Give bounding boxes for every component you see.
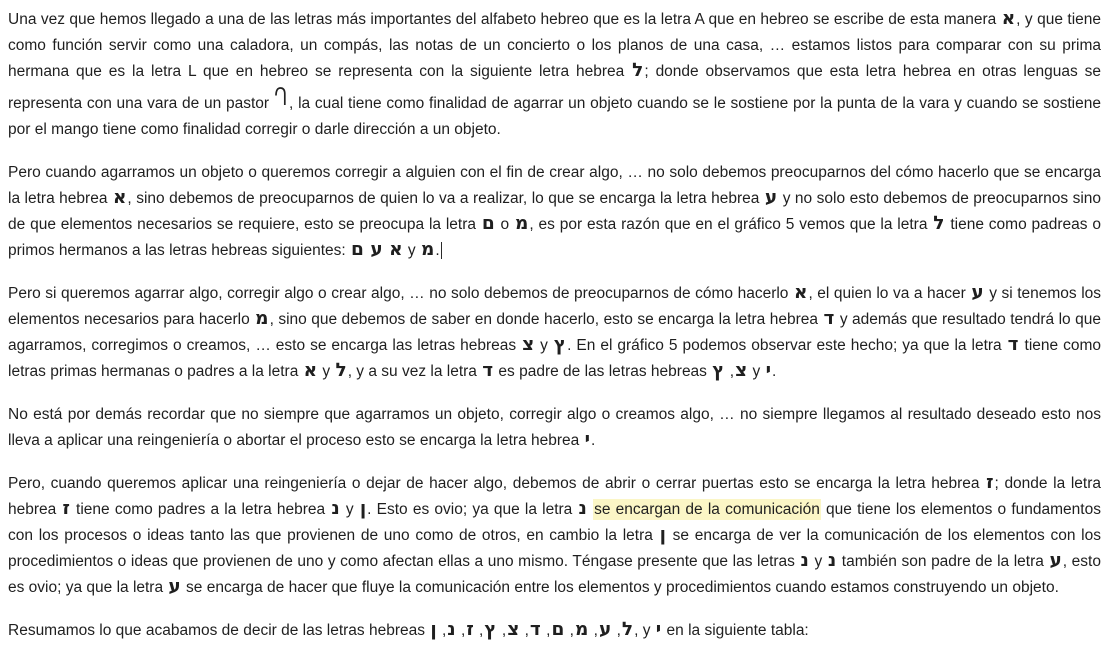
text-run: tiene como padreas o primos hermanos a las letras hebreas siguientes: [8, 216, 1101, 259]
text-run: y [318, 363, 335, 380]
text-run: . En el gráfico 5 podemos observar este hecho; ya que la letra [567, 337, 1007, 354]
hebrew-letter: נ [800, 550, 809, 571]
text-run: , [565, 622, 574, 639]
text-run: , y [634, 622, 655, 639]
text-run: y [809, 553, 827, 570]
text-run: . [591, 432, 596, 449]
hebrew-letter: נ [827, 550, 837, 571]
text-run: , y a su vez la letra [347, 363, 482, 380]
shepherd-staff-icon [273, 85, 286, 117]
text-run: también son padre de la letra [837, 553, 1049, 570]
paragraph-4[interactable] [8, 402, 1101, 454]
hebrew-letter: ן [359, 498, 367, 519]
text-run: , el quien lo va a hacer [808, 285, 971, 302]
hebrew-letter: נ [447, 619, 456, 640]
text-run: , [612, 622, 621, 639]
text-run: y [535, 337, 553, 354]
text-run: , sino debemos de preocuparnos de quien lo va a realizar, lo que se encarga la letra hebrea [127, 190, 764, 207]
text-run: , [474, 622, 484, 639]
text-run: se encarga de hacer que fluye la comunicación entre los elementos y procedimientos cuando estamos construyendo un objeto. [181, 579, 1059, 596]
hebrew-letter: ן [430, 619, 437, 640]
hebrew-letter: א ע ם [351, 239, 403, 260]
hebrew-letter: מ [420, 239, 435, 260]
text-run: y además que resultado tendrá lo que agarramos, corregimos o creamos, … esto se encarga las letras hebreas [8, 311, 1101, 354]
hebrew-letter: ע [971, 282, 984, 303]
text-run: , [497, 622, 507, 639]
text-run: ; donde la letra hebrea [8, 475, 1101, 518]
text-run: Pero, cuando queremos aplicar una reingeniería o dejar de hacer algo, debemos de abrir o cerrar puertas esto se encarga la letra hebrea [8, 475, 986, 492]
hebrew-letter: א [112, 187, 127, 208]
hebrew-letter: ד [482, 360, 494, 381]
text-run: y [340, 501, 359, 518]
hebrew-letter: נ [331, 498, 340, 519]
hebrew-letter: ץ [712, 360, 725, 381]
hebrew-letter: א [793, 282, 808, 303]
hebrew-letter: ז [62, 498, 70, 519]
hebrew-letter: ע [598, 619, 612, 640]
text-run: . [435, 242, 440, 259]
hebrew-letter: ד [1007, 334, 1019, 355]
document-body[interactable] [8, 7, 1101, 644]
hebrew-letter: מ [515, 213, 529, 234]
text-run: , [520, 622, 529, 639]
hebrew-letter: י [765, 360, 772, 381]
hebrew-letter: ז [466, 619, 474, 640]
text-run: Pero si queremos agarrar algo, corregir algo o crear algo, … no solo debemos de preocuparnos de cómo hacerlo [8, 285, 793, 302]
hebrew-letter: ם [551, 619, 565, 640]
hebrew-letter: ע [168, 576, 181, 597]
hebrew-letter: ם [481, 213, 495, 234]
text-run: . Esto es ovio; ya que la letra [367, 501, 578, 518]
text-run: . [772, 363, 777, 380]
hebrew-letter: נ [578, 498, 587, 519]
text-run: se encarga de ver la comunicación de los elementos con los procedimientos o ideas que provienen de uno y como afectan ellas a uno mismo. Téngase presente que las letras [8, 527, 1101, 570]
text-run: , la cual tiene como finalidad de agarrar un objeto cuando se le sostiene por la punta de la vara y cuando se sostiene por el mango tiene como finalidad corregir o darle dirección a un objeto. [8, 95, 1101, 138]
hebrew-letter: ד [823, 308, 835, 329]
hebrew-letter: ז [986, 472, 994, 493]
hebrew-letter: ע [764, 187, 778, 208]
paragraph-3[interactable] [8, 281, 1101, 385]
highlighted-text: se encargan de la comunicación [594, 501, 820, 518]
text-run: tiene como letras primas hermanas o padres a la letra [8, 337, 1101, 380]
hebrew-letter: ל [335, 360, 347, 381]
hebrew-letter: י [655, 619, 662, 640]
hebrew-letter: צ [735, 360, 748, 381]
hebrew-letter: א [303, 360, 318, 381]
text-run: y [748, 363, 765, 380]
text-run: Resumamos lo que acabamos de decir de las letras hebreas [8, 622, 430, 639]
text-run: , [437, 622, 447, 639]
text-run: que tiene los elementos o fundamentos con los procesos o ideas tanto las que provienen de uno como de otros, en cambio la letra [8, 501, 1101, 544]
text-run: tiene como padres a la letra hebrea [70, 501, 331, 518]
paragraph-5[interactable] [8, 471, 1101, 601]
text-run: , [589, 622, 598, 639]
hebrew-letter: ע [1049, 550, 1062, 571]
hebrew-letter: צ [507, 619, 520, 640]
hebrew-letter: י [584, 429, 591, 450]
text-run: ; donde observamos que esta letra hebrea en otras lenguas se representa con una vara de un pastor [8, 63, 1101, 112]
text-cursor [441, 242, 443, 259]
text-run: , [725, 363, 735, 380]
paragraph-1[interactable] [8, 7, 1101, 143]
text-run: en la siguiente tabla: [662, 622, 809, 639]
hebrew-letter: מ [255, 308, 269, 329]
text-run: y si tenemos los elementos necesarios para hacerlo [8, 285, 1102, 328]
hebrew-letter: ד [529, 619, 541, 640]
hebrew-letter: ל [632, 60, 644, 81]
text-run: Pero cuando agarramos un objeto o queremos corregir a alguien con el fin de crear algo, … no solo debemos preocuparnos del cómo hacerlo que se encarga la letra hebrea [8, 164, 1101, 207]
text-run: , [456, 622, 466, 639]
hebrew-letter: ל [933, 213, 945, 234]
hebrew-letter: צ [522, 334, 535, 355]
text-run: , y que tiene como función servir como una caladora, un compás, las notas de un concierto o los planos de una casa, … estamos listos para comparar con su prima hermana que es la letra L que en hebreo se representa con la siguiente letra hebrea [8, 11, 1101, 80]
text-run: No está por demás recordar que no siempre que agarramos un objeto, corregir algo o creamos algo, … no siempre llegamos al resultado deseado esto nos lleva a aplicar una reingeniería o abortar el proceso esto se encarga la letra hebrea [8, 406, 1101, 449]
hebrew-letter: א [1001, 8, 1016, 29]
text-run: , sino que debemos de saber en donde hacerlo, esto se encarga la letra hebrea [269, 311, 823, 328]
hebrew-letter: מ [574, 619, 589, 640]
text-run: , [541, 622, 551, 639]
hebrew-letter: ץ [484, 619, 497, 640]
paragraph-6[interactable] [8, 618, 1101, 644]
text-run: , esto es ovio; ya que la letra [8, 553, 1101, 596]
text-run: y [403, 242, 420, 259]
hebrew-letter: ן [659, 524, 666, 545]
paragraph-2[interactable] [8, 160, 1101, 264]
text-run: o [495, 216, 515, 233]
text-run: Una vez que hemos llegado a una de las letras más importantes del alfabeto hebreo que es la letra A que en hebreo se escribe de esta manera [8, 11, 1001, 28]
text-run: y no solo esto debemos de preocuparnos sino de que elementos necesarios se requiere, esto se preocupa la letra [8, 190, 1102, 233]
hebrew-letter: ץ [553, 334, 567, 355]
hebrew-letter: ל [621, 619, 634, 640]
text-run: es padre de las letras hebreas [494, 363, 712, 380]
text-run: , es por esta razón que en el gráfico 5 vemos que la letra [529, 216, 933, 233]
